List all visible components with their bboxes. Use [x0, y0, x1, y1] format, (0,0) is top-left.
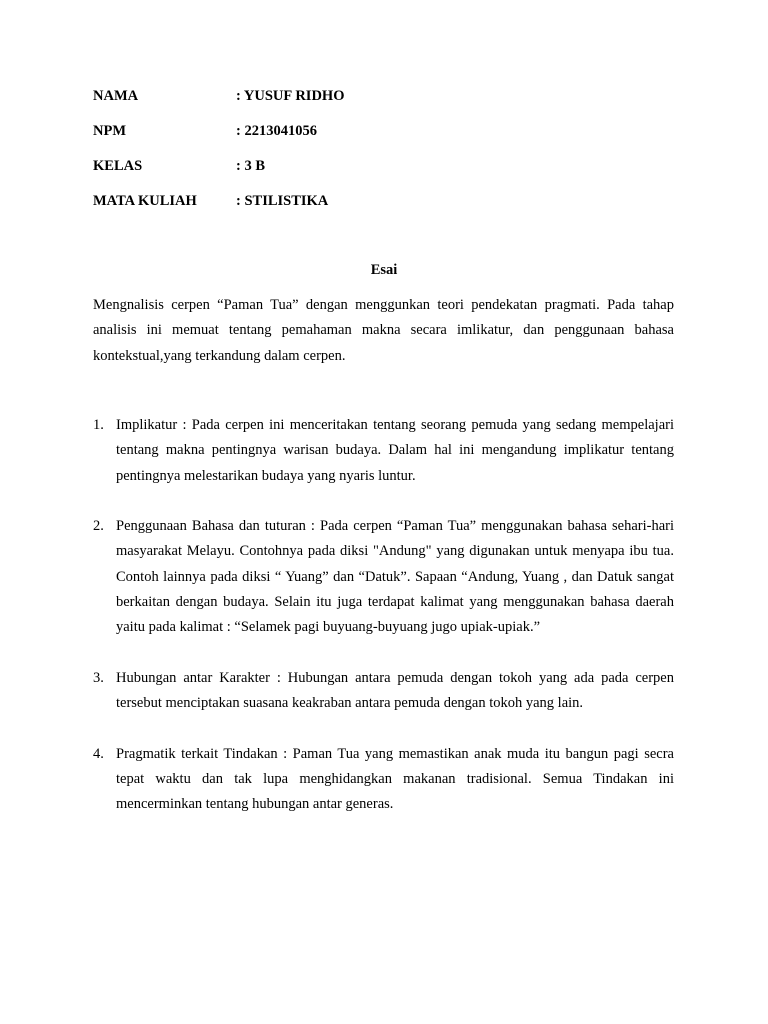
essay-intro: Mengnalisis cerpen “Paman Tua” dengan menggunkan teori pendekatan pragmati. Pada tahap analisis ini memuat tentang pemahaman makna secara imlikatur, dan penggunaan bahasa kontekstual,yang terkandung dalam cerpen. — [93, 297, 674, 364]
list-item-number: 4. — [93, 745, 104, 762]
essay-points-list — [93, 413, 674, 843]
info-label: MATA KULIAH — [93, 193, 197, 209]
info-label: NAMA — [93, 88, 139, 104]
info-value: : STILISTIKA — [236, 193, 329, 209]
info-label: KELAS — [93, 158, 143, 174]
list-item-number: 2. — [93, 518, 104, 535]
essay-title: Esai — [370, 262, 398, 278]
info-value: : YUSUF RIDHO — [236, 88, 345, 104]
list-item-number: 1. — [93, 417, 104, 433]
info-value: : 3 B — [236, 158, 265, 174]
list-item — [93, 514, 674, 640]
list-item-text: Hubungan antar Karakter : Hubungan antara pemuda dengan tokoh yang ada pada cerpen tersebut menciptakan suasana keakraban antara pemuda dengan tokoh yang lain. — [116, 669, 674, 712]
list-item-text: Pragmatik terkait Tindakan : Paman Tua yang memastikan anak muda itu bangun pagi secra tepat waktu dan tak lupa menghidangkan makanan tradisional. Semua Tindakan ini mencerminkan tentang hubungan antar generas. — [116, 745, 674, 813]
list-item-text: Implikatur : Pada cerpen ini menceritakan tentang seorang pemuda yang sedang mempelajari tentang makna pentingnya warisan budaya. Dalam hal ini mengandung implikatur tentang pentingnya melestarikan budaya yang nyaris luntur. — [116, 417, 674, 484]
info-row-mata-kuliah — [93, 191, 593, 226]
list-item-text: Penggunaan Bahasa dan tuturan : Pada cerpen “Paman Tua” menggunakan bahasa sehari-hari masyarakat Melayu. Contohnya pada diksi "Andung" yang digunakan untuk menyapa ibu tua. Contoh lainnya pada diksi “ Yuang” dan “Datuk”. Sapaan “Andung, Yuang , dan Datuk sangat berkaitan dengan budaya. Selain itu juga terdapat kalimat yang menggunakan bahasa daerah yaitu pada kalimat : “Selamek pagi buyuang-buyuang jugo upiak-upiak.” — [116, 518, 674, 636]
list-item-number: 3. — [93, 669, 104, 686]
info-row-kelas — [93, 156, 593, 191]
info-row-npm — [93, 121, 593, 156]
list-item — [93, 413, 674, 489]
info-row-nama — [93, 86, 593, 121]
list-item — [93, 666, 674, 717]
list-item — [93, 742, 674, 818]
info-label: NPM — [93, 123, 127, 139]
info-value: : 2213041056 — [236, 123, 317, 139]
student-info — [93, 86, 593, 226]
